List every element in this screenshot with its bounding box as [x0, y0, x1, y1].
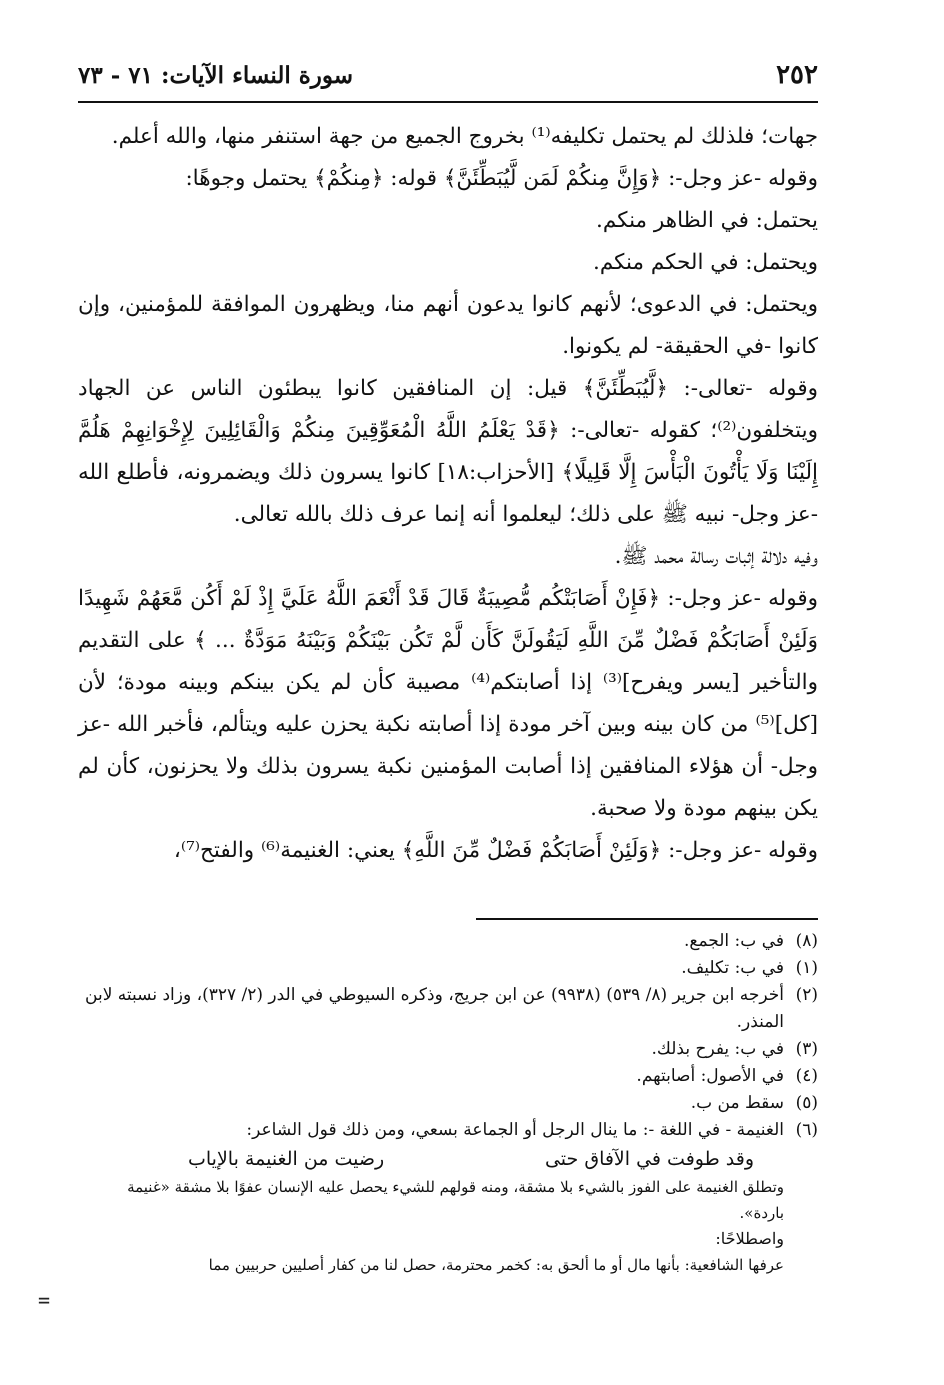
paragraph: وقوله -عز وجل-: ﴿فَإِنْ أَصَابَتْكُم مُّصِيبَةٌ قَالَ قَدْ أَنْعَمَ اللَّهُ عَلَيَّ إِذْ لَمْ أَكُن مَّعَهُمْ شَهِيدًا وَلَئِنْ أَصَابَكُمْ فَضْلٌ مِّنَ اللَّهِ لَيَقُولَنَّ كَأَن لَّمْ تَكُن بَيْنَكُمْ وَبَيْنَهُ مَوَدَّةٌ ... ﴾ على التقديم والتأخير [يسر ويفرح]⁽³⁾ إذا أصابتكم⁽⁴⁾ مصيبة كأن لم يكن بينكم وبينه مودة؛ لأن [كل]⁽⁵⁾ من كان بينه وبين آخر مودة إذا أصابته نكبة يحزن عليه ويتألم، فأخبر الله -عز وجل- أن هؤلاء المنافقين إذا أصابت المؤمنين نكبة يسرون بذلك ولا يحزنون، كأن لم يكن بينهم مودة ولا صحبة. — [78, 586, 819, 821]
paragraph: يحتمل: في الظاهر منكم. — [596, 208, 818, 233]
footnote — [78, 982, 818, 1036]
footnote-text: في الأصول: أصابتهم. — [636, 1066, 784, 1086]
poem-verse — [78, 1144, 818, 1174]
footnote-text: أخرجه ابن جرير (٨/ ٥٣٩) (٩٩٣٨) عن ابن جريج، وذكره السيوطي في الدر (٢/ ٣٢٧)، وزاد نسبته لابن المنذر. — [85, 985, 784, 1032]
footnote — [78, 1090, 818, 1117]
footnote — [78, 1117, 818, 1144]
paragraph: وقوله -تعالى-: ﴿لَّيُبَطِّئَنَّ﴾ قيل: إن المنافقين كانوا يبطئون الناس عن الجهاد ويتخلفون⁽²⁾؛ كقوله -تعالى-: ﴿قَدْ يَعْلَمُ اللَّهُ الْمُعَوِّقِينَ مِنكُمْ وَالْقَائِلِينَ لِإِخْوَانِهِمْ هَلُمَّ إِلَيْنَا وَلَا يَأْتُونَ الْبَأْسَ إِلَّا قَلِيلًا﴾ [الأحزاب:١٨] كانوا يسرون ذلك ويضمرونه، فأطلع الله -عز وجل- نبيه ﷺ على ذلك؛ ليعلموا أنه إنما عرف ذلك بالله تعالى. — [78, 376, 818, 527]
footnote-mark: (١) — [795, 958, 818, 978]
paragraph: وقوله -عز وجل-: ﴿وَإِنَّ مِنكُمْ لَمَن لَّيُبَطِّئَنَّ﴾ قوله: ﴿مِنكُمْ﴾ يحتمل وجوهًا: — [185, 166, 818, 191]
poem-second-hemistich: رضيت من الغنيمة بالإياب — [188, 1148, 385, 1170]
footnote-continuation: وتطلق الغنيمة على الفوز بالشيء بلا مشقة، ومنه قولهم للشيء يحصل عليه الإنسان عفوًا بلا مشقة «غنيمة باردة». — [127, 1178, 784, 1222]
footnote-mark: (٣) — [795, 1039, 818, 1059]
running-title: سورة النساء الآيات: ٧١ - ٧٣ — [78, 62, 354, 89]
footnotes — [78, 928, 818, 1278]
footnote-mark: (٥) — [795, 1093, 818, 1113]
paragraph: وفيه دلالة إثبات رسالة محمد ﷺ. — [614, 544, 818, 569]
margin-mark: = — [38, 1288, 51, 1312]
footnote-text: في ب: تكليف. — [681, 958, 784, 978]
footnote-text: في ب: يفرح بذلك. — [651, 1039, 784, 1059]
poem-first-hemistich: وقد طوفت في الآفاق حتى — [544, 1148, 754, 1170]
page-header — [78, 58, 818, 96]
footnote-rule — [476, 918, 818, 920]
footnote-continuation: واصطلاحًا: — [715, 1229, 784, 1248]
footnote — [78, 955, 818, 982]
header-rule — [78, 101, 818, 103]
page-number: ٢٥٢ — [776, 60, 818, 90]
main-text — [78, 116, 818, 872]
footnote-mark: (٢) — [795, 985, 818, 1005]
footnote-mark: (٤) — [795, 1066, 818, 1086]
paragraph: وقوله -عز وجل-: ﴿وَلَئِنْ أَصَابَكُمْ فَضْلٌ مِّنَ اللَّهِ﴾ يعني: الغنيمة⁽⁶⁾ والفتح⁽⁷⁾، — [173, 838, 818, 863]
paragraph: ويحتمل: في الدعوى؛ لأنهم كانوا يدعون أنهم منا، ويظهرون الموافقة للمؤمنين، وإن كانوا -في الحقيقة- لم يكونوا. — [78, 292, 818, 359]
footnote-continuation: عرفها الشافعية: بأنها مال أو ما ألحق به: كخمر محترمة، حصل لنا من كفار أصليين حربيين مما — [208, 1256, 784, 1274]
footnote — [78, 1036, 818, 1063]
paragraph: جهات؛ فلذلك لم يحتمل تكليفه⁽¹⁾ بخروج الجميع من جهة استنفر منها، والله أعلم. — [111, 124, 818, 149]
footnote — [78, 1063, 818, 1090]
footnote — [78, 928, 818, 955]
footnote-text: الغنيمة - في اللغة -: ما ينال الرجل أو الجماعة بسعي، ومن ذلك قول الشاعر: — [246, 1120, 784, 1140]
paragraph: ويحتمل: في الحكم منكم. — [593, 250, 818, 275]
footnote-text: سقط من ب. — [690, 1093, 784, 1113]
footnote-mark: (٦) — [795, 1120, 818, 1140]
footnote-mark: (٨) — [795, 931, 818, 951]
footnote-text: في ب: الجمع. — [684, 931, 784, 951]
